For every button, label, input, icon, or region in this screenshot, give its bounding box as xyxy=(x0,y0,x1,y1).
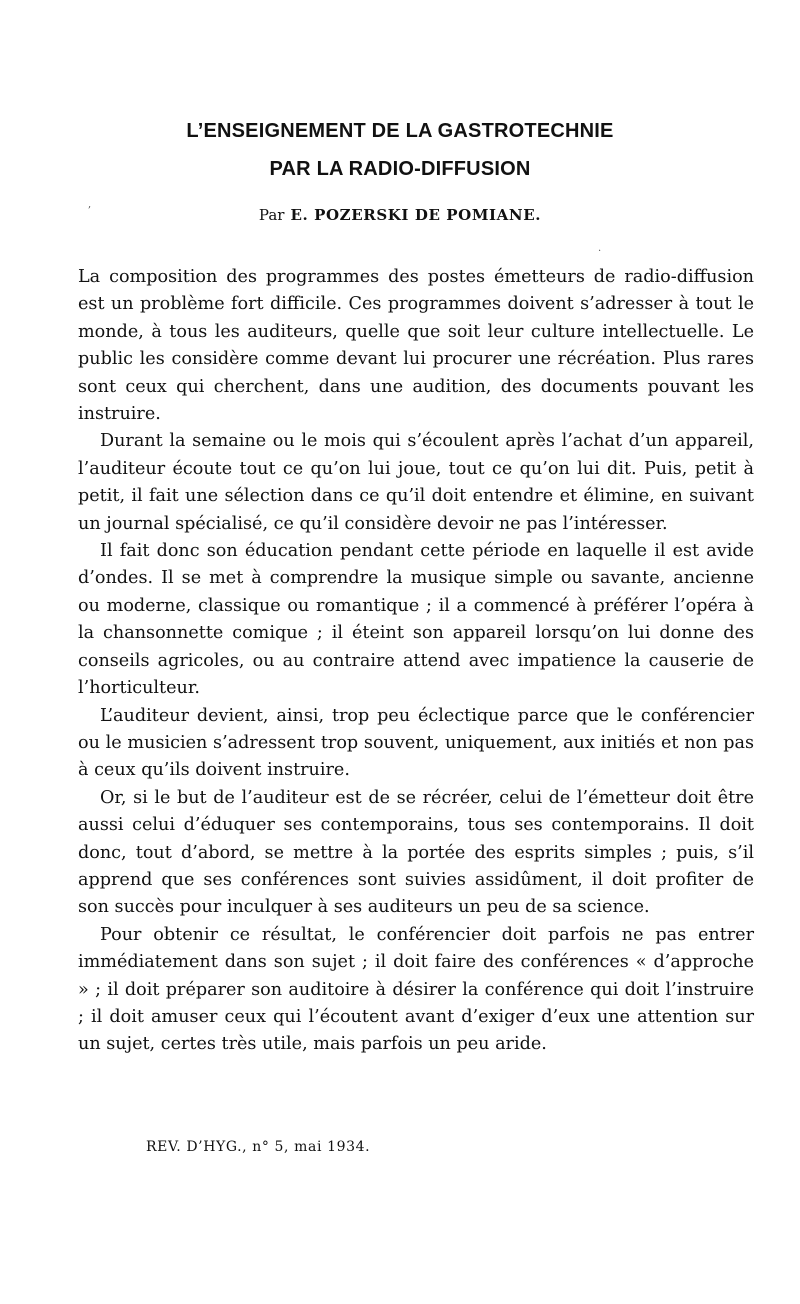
paragraph-2: Durant la semaine ou le mois qui s’écoulent après l’achat d’un appareil, l’auditeur écoute tout ce qu’on lui joue, tout ce qu’on lui dit. Puis, petit à petit, il fait une sélection dans ce qu’il doit entendre et élimine, en suivant un journal spécialisé, ce qu’il considère devoir ne pas l’intéresser. xyxy=(78,431,754,534)
paragraph-4: L’auditeur devient, ainsi, trop peu éclectique parce que le conférencier ou le musicien s’adressent trop souvent, uniquement, aux initiés et non pas à ceux qu’ils doivent instruire. xyxy=(78,705,754,781)
article-body xyxy=(78,264,754,1059)
paragraph-5: Or, si le but de l’auditeur est de se récréer, celui de l’émetteur doit être aussi celui d’éduquer ses contemporains, tous ses contemporains. Il doit donc, tout d’abord, se mettre à la portée des esprits simples ; puis, s’il apprend que ses conférences sont suivies assidûment, il doit profiter de son succès pour inculquer à ses auditeurs un peu de sa science. xyxy=(78,787,754,918)
byline-prefix: Par xyxy=(258,206,285,224)
print-speck: , xyxy=(88,199,92,210)
byline xyxy=(70,206,730,224)
article-title-line-2: PAR LA RADIO-DIFFUSION xyxy=(269,158,531,180)
paragraph-6: Pour obtenir ce résultat, le conférencier doit parfois ne pas entrer immédiatement dans son sujet ; il doit faire des conférences « d’approche » ; il doit préparer son auditoire à désirer la conférence qui doit l’instruire ; il doit amuser ceux qui l’écoutent avant d’exiger d’eux une attention sur un sujet, certes très utile, mais parfois un peu aride. xyxy=(78,924,754,1055)
author-name: E. POZERSKI DE POMIANE. xyxy=(290,206,542,224)
article-title-line-1: L’ENSEIGNEMENT DE LA GASTROTECHNIE xyxy=(186,120,614,142)
paragraph-3: Il fait donc son éducation pendant cette période en laquelle il est avide d’ondes. Il se met à comprendre la musique simple ou savante, ancienne ou moderne, classique ou romantique ; il a commencé à préférer l’opéra à la chansonnette comique ; il éteint son appareil lorsqu’on lui donne des conseils agricoles, ou au contraire attend avec impatience la causerie de l’horticulteur. xyxy=(78,541,754,699)
journal-citation: REV. D’HYG., n° 5, mai 1934. xyxy=(146,1139,371,1155)
print-speck: . xyxy=(598,243,602,254)
paragraph-1: La composition des programmes des postes émetteurs de radio-diffusion est un problème fort difficile. Ces programmes doivent s’adresser à tout le monde, à tous les auditeurs, quelle que soit leur culture intellectuelle. Le public les considère comme devant lui procurer une récréation. Plus rares sont ceux qui cherchent, dans une audition, des documents pouvant les instruire. xyxy=(78,267,754,425)
